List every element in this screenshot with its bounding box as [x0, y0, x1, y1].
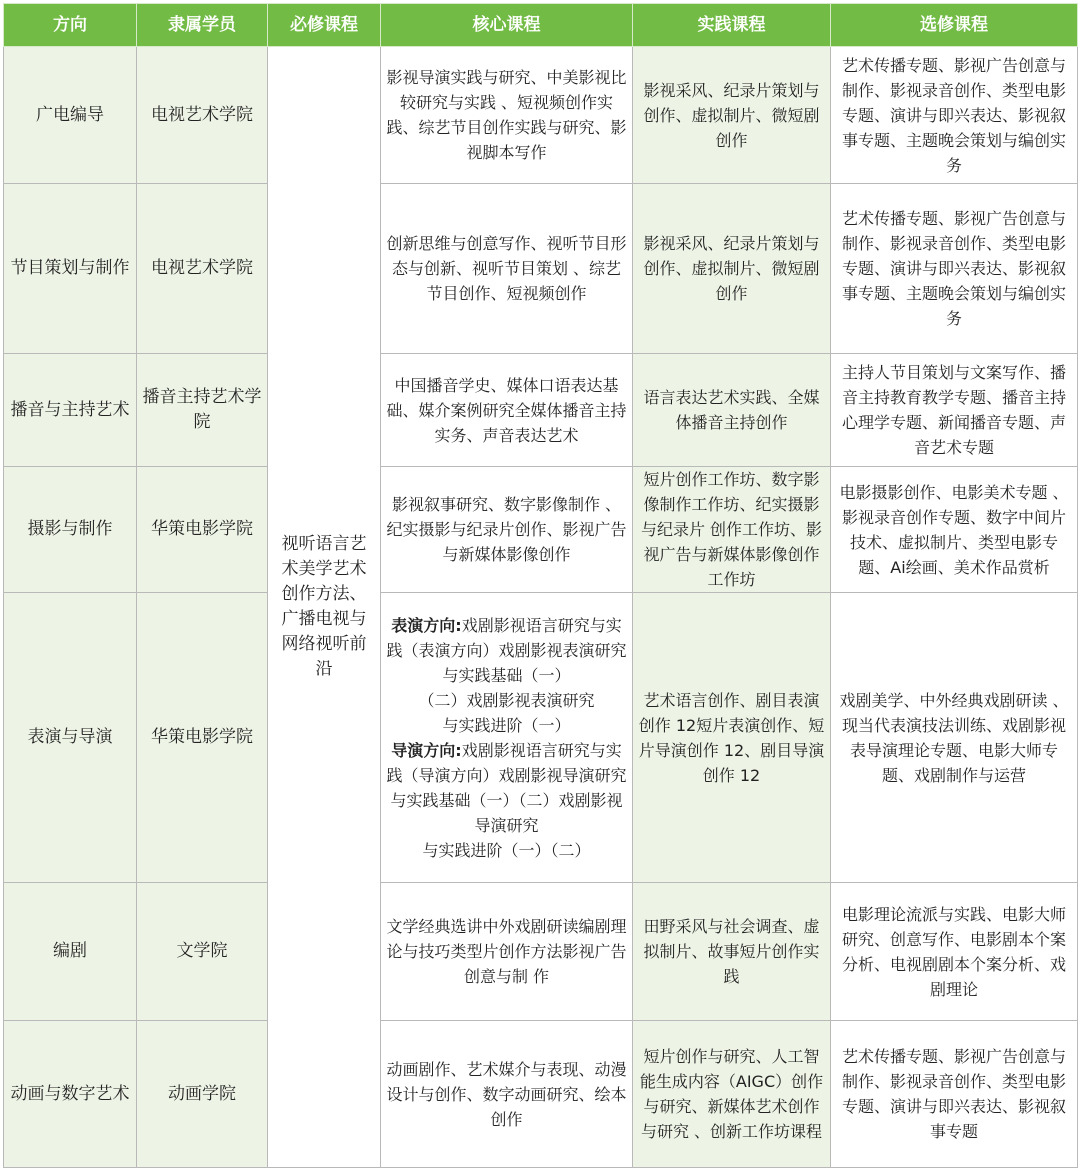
direction-cell: 播音与主持艺术 [4, 354, 137, 467]
header-elective: 选修课程 [831, 4, 1078, 47]
acting-direction-label: 表演方向: [391, 615, 462, 635]
practice-course-cell: 艺术语言创作、剧目表演创作 12短片表演创作、短片导演创作 12、剧目导演创作 12 [633, 593, 831, 883]
directing-line: 与实践基础（一）（二）戏剧影视导演研究 [390, 790, 623, 835]
table-row [4, 1021, 1078, 1168]
directing-block [386, 738, 627, 863]
college-cell: 动画学院 [137, 1021, 268, 1168]
direction-cell: 节目策划与制作 [4, 184, 137, 354]
directing-line: 与实践进阶（一）（二） [422, 840, 591, 860]
core-course-cell: 中国播音学史、媒体口语表达基础、媒介案例研究全媒体播音主持实务、声音表达艺术 [381, 354, 633, 467]
elective-course-cell: 戏剧美学、中外经典戏剧研读 、现当代表演技法训练、戏剧影视表导演理论专题、电影大师专题、戏剧制作与运营 [831, 593, 1078, 883]
directing-line: 戏剧影视语言研究与实践（导演方向）戏剧影视导演研究 [386, 740, 627, 785]
acting-line: （二）戏剧影视表演研究 [418, 690, 595, 710]
direction-cell: 摄影与制作 [4, 467, 137, 593]
direction-cell: 编剧 [4, 883, 137, 1021]
direction-cell: 广电编导 [4, 47, 137, 184]
header-practice: 实践课程 [633, 4, 831, 47]
elective-course-cell: 电影摄影创作、电影美术专题 、影视录音创作专题、数字中间片技术、虚拟制片、类型电影专题、Ai绘画、美术作品赏析 [831, 467, 1078, 593]
table-row [4, 47, 1078, 184]
table-row [4, 467, 1078, 593]
table-row [4, 354, 1078, 467]
college-cell: 华策电影学院 [137, 593, 268, 883]
college-cell: 电视艺术学院 [137, 47, 268, 184]
table-row [4, 883, 1078, 1021]
college-cell: 文学院 [137, 883, 268, 1021]
core-course-cell: 影视叙事研究、数字影像制作 、纪实摄影与纪录片创作、影视广告与新媒体影像创作 [381, 467, 633, 593]
header-required: 必修课程 [268, 4, 381, 47]
header-direction: 方向 [4, 4, 137, 47]
header-row [4, 4, 1078, 47]
college-cell: 电视艺术学院 [137, 184, 268, 354]
practice-course-cell: 短片创作工作坊、数字影像制作工作坊、纪实摄影与纪录片 创作工作坊、影视广告与新媒体影像创作工作坊 [633, 467, 831, 593]
directing-direction-label: 导演方向: [391, 740, 462, 760]
elective-course-cell: 艺术传播专题、影视广告创意与制作、影视录音创作、类型电影专题、演讲与即兴表达、影视叙事专题、主题晚会策划与编创实务 [831, 184, 1078, 354]
practice-course-cell: 语言表达艺术实践、全媒体播音主持创作 [633, 354, 831, 467]
acting-block [386, 613, 627, 738]
college-cell: 华策电影学院 [137, 467, 268, 593]
acting-line: 与实践进阶（一） [442, 715, 571, 735]
header-college: 隶属学员 [137, 4, 268, 47]
direction-cell: 动画与数字艺术 [4, 1021, 137, 1168]
core-course-cell: 文学经典选讲中外戏剧研读编剧理论与技巧类型片创作方法影视广告创意与制 作 [381, 883, 633, 1021]
header-core: 核心课程 [381, 4, 633, 47]
core-course-cell: 创新思维与创意写作、视听节目形态与创新、视听节目策划 、综艺节目创作、短视频创作 [381, 184, 633, 354]
college-cell: 播音主持艺术学院 [137, 354, 268, 467]
elective-course-cell: 电影理论流派与实践、电影大师研究、创意写作、电影剧本个案分析、电视剧剧本个案分析、戏剧理论 [831, 883, 1078, 1021]
core-course-cell [381, 593, 633, 883]
practice-course-cell: 影视采风、纪录片策划与创作、虚拟制片、微短剧创作 [633, 47, 831, 184]
curriculum-table [3, 3, 1078, 1168]
practice-course-cell: 影视采风、纪录片策划与创作、虚拟制片、微短剧创作 [633, 184, 831, 354]
practice-course-cell: 短片创作与研究、人工智能生成内容（AIGC）创作与研究、新媒体艺术创作与研究 、创新工作坊课程 [633, 1021, 831, 1168]
elective-course-cell: 主持人节目策划与文案写作、播音主持教育教学专题、播音主持心理学专题、新闻播音专题、声音艺术专题 [831, 354, 1078, 467]
required-course-cell: 视听语言艺术美学艺术创作方法、广播电视与网络视听前沿 [268, 47, 381, 1168]
table-row [4, 184, 1078, 354]
elective-course-cell: 艺术传播专题、影视广告创意与制作、影视录音创作、类型电影专题、演讲与即兴表达、影视叙事专题、主题晚会策划与编创实务 [831, 47, 1078, 184]
practice-course-cell: 田野采风与社会调查、虚拟制片、故事短片创作实践 [633, 883, 831, 1021]
core-course-cell: 动画剧作、艺术媒介与表现、动漫设计与创作、数字动画研究、绘本创作 [381, 1021, 633, 1168]
table-row [4, 593, 1078, 883]
acting-line: 戏剧影视语言研究与实践（表演方向）戏剧影视表演研究与实践基础（一） [386, 615, 627, 685]
core-course-cell: 影视导演实践与研究、中美影视比较研究与实践 、短视频创作实践、综艺节目创作实践与研究、影视脚本写作 [381, 47, 633, 184]
direction-cell: 表演与导演 [4, 593, 137, 883]
elective-course-cell: 艺术传播专题、影视广告创意与制作、影视录音创作、类型电影专题、演讲与即兴表达、影视叙事专题 [831, 1021, 1078, 1168]
